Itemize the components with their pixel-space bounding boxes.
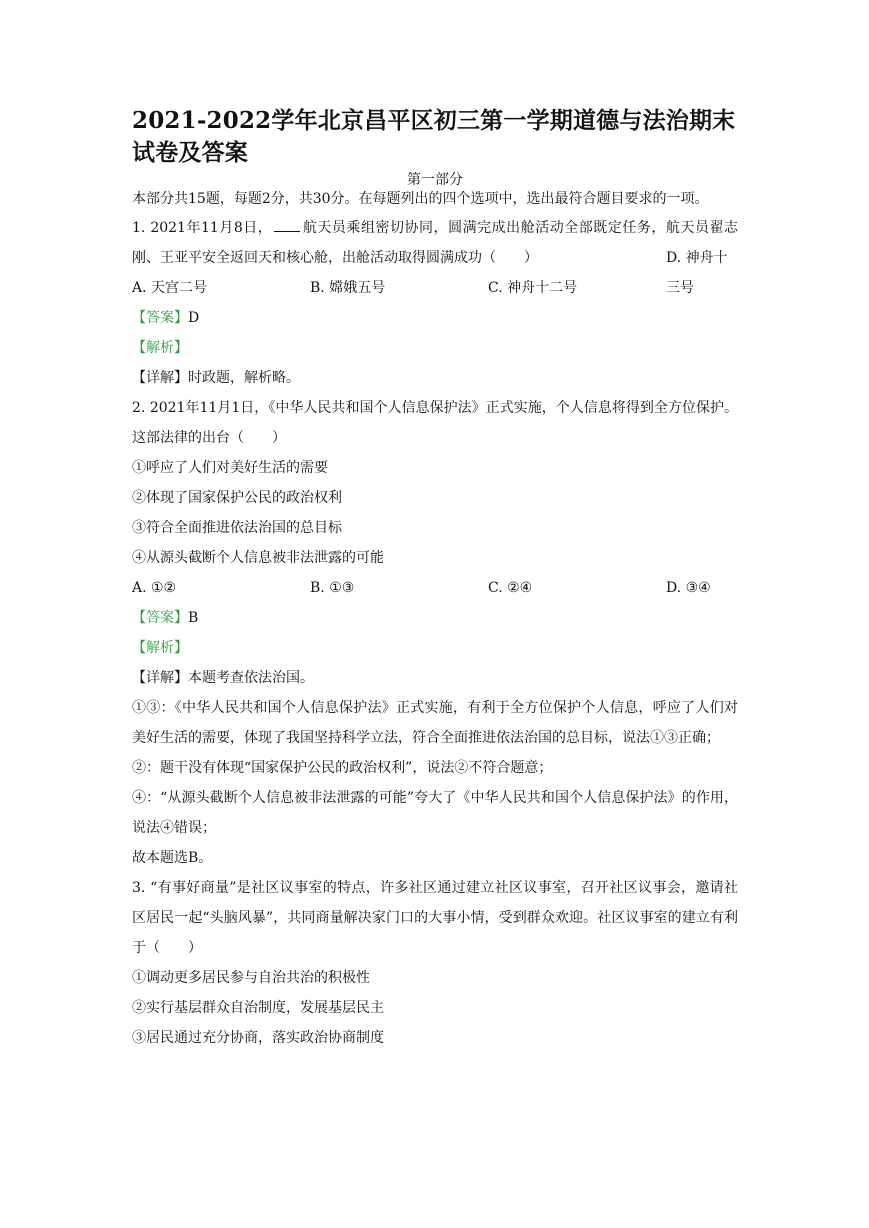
question-2-option-c: C. ②④ [488, 580, 533, 596]
question-2-stem: 2. 2021年11月1日，《中华人民共和国个人信息保护法》正式实施，个人信息将得到全方位保护。这部法律的出台（ ） [132, 400, 738, 446]
question-1-option-c: C. 神舟十二号 [488, 280, 578, 296]
question-3-item-3: ③居民通过充分协商，落实政治协商制度 [132, 1030, 384, 1046]
question-3-item-1: ①调动更多居民参与自治共治的积极性 [132, 970, 370, 986]
question-2-options [132, 573, 738, 603]
question-1-options [132, 273, 738, 303]
answer-value: D [188, 310, 200, 326]
question-2-detail [132, 663, 738, 693]
question-1-option-d-full: D. 神舟十三号 [666, 250, 728, 296]
question-2-option-b: B. ①③ [310, 580, 355, 596]
question-1-stem-end: 航天员乘组密切协同，圆满完成出舱活动全部既定任务，航天员翟志刚、王亚平安全返回天和核心舱，出舱活动取得圆满成功（ ） [132, 220, 738, 266]
answer-value: B [188, 610, 199, 626]
detail-tag: 【详解】 [132, 370, 188, 386]
part-heading: 第一部分 [407, 172, 463, 188]
question-3-item-2: ②实行基层群众自治制度，发展基层民主 [132, 1000, 384, 1016]
fill-blank [274, 217, 300, 232]
question-2-option-a: A. ①② [132, 580, 177, 596]
question-1-option-a: A. 天宫二号 [132, 280, 208, 296]
question-1-stem [132, 213, 738, 273]
question-3-stem: 3. “有事好商量”是社区议事室的特点，许多社区通过建立社区议事室，召开社区议事会，邀请社区居民一起“头脑风暴”，共同商量解决家门口的大事小情，受到群众欢迎。社区议事室的建立有利于（ ） [132, 880, 738, 956]
question-2-analysis [132, 633, 738, 663]
document-page [132, 105, 738, 1053]
question-2-explanation-2: ②：题干没有体现“国家保护公民的政治权利”，说法②不符合题意； [132, 760, 553, 776]
document-title: 2021-2022学年北京昌平区初三第一学期道德与法治期末试卷及答案 [132, 107, 736, 166]
question-2-option-d: D. ③④ [666, 580, 711, 596]
question-1-option-b: B. 嫦娥五号 [310, 280, 386, 296]
answer-tag: 【答案】 [132, 610, 188, 626]
question-1-answer [132, 303, 738, 333]
answer-tag: 【答案】 [132, 310, 188, 326]
question-1-analysis [132, 333, 738, 363]
section-intro: 本部分共15题，每题2分，共30分。在每题列出的四个选项中，选出最符合题目要求的一项。 [132, 191, 709, 207]
question-2-item-3: ③符合全面推进依法治国的总目标 [132, 520, 342, 536]
question-2-explanation-1: ①③：《中华人民共和国个人信息保护法》正式实施，有利于全方位保护个人信息，呼应了人们对美好生活的需要，体现了我国坚持科学立法，符合全面推进依法治国的总目标，说法①③正确； [132, 700, 738, 746]
question-1-stem-start: 1. 2021年11月8日， [132, 220, 273, 236]
question-2-explanation-4: 故本题选B。 [132, 850, 213, 866]
question-1-detail [132, 363, 738, 393]
question-2-item-4: ④从源头截断个人信息被非法泄露的可能 [132, 550, 384, 566]
detail-tag: 【详解】 [132, 670, 188, 686]
question-2-explanation-3: ④：“从源头截断个人信息被非法泄露的可能”夸大了《中华人民共和国个人信息保护法》的作用，说法④错误； [132, 790, 738, 836]
question-2-answer [132, 603, 738, 633]
question-2-item-1: ①呼应了人们对美好生活的需要 [132, 460, 328, 476]
detail-text: 时政题，解析略。 [188, 370, 300, 386]
detail-text: 本题考查依法治国。 [188, 670, 314, 686]
analysis-tag: 【解析】 [132, 640, 188, 656]
analysis-tag: 【解析】 [132, 340, 188, 356]
question-2-item-2: ②体现了国家保护公民的政治权利 [132, 490, 342, 506]
